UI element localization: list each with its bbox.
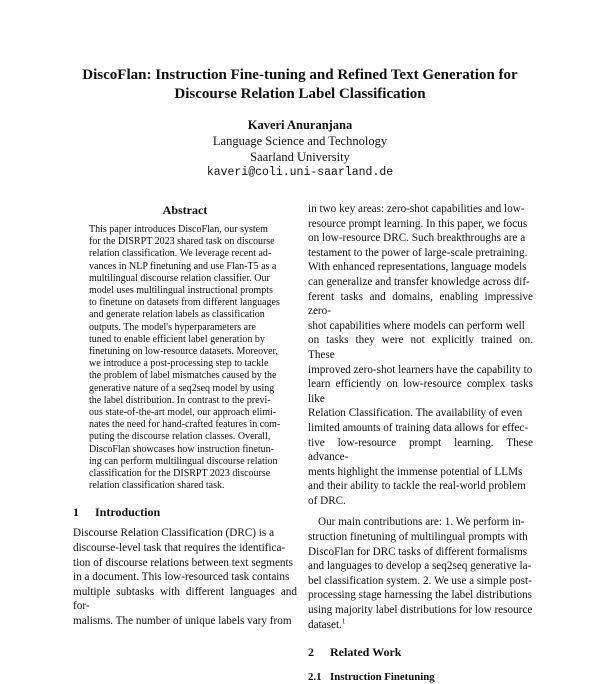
body-line: of DRC. — [308, 494, 346, 507]
body-line: testament to the power of large-scale pretraining. — [308, 246, 528, 259]
abstract-line: puting the discourse relation classes. Overall, — [89, 431, 271, 443]
abstract-line: and generate relation labels as classification — [89, 309, 265, 321]
body-line: on low-resource DRC. Such breakthroughs are a — [308, 232, 526, 245]
body-line: learn efficiently on low-resource complex tasks like — [308, 378, 533, 405]
abstract-line: model uses multilingual instructional prompts — [89, 285, 273, 297]
abstract-line: ous state-of-the-art model, our approach elimi- — [89, 407, 277, 419]
abstract-line: relation classification. We leverage recent ad- — [89, 248, 272, 260]
paper-title — [60, 66, 540, 104]
body-line: ferent tasks and domains, enabling impressive zero- — [308, 290, 533, 318]
abstract-body — [89, 224, 283, 492]
author-email: kaveri@coli.uni-saarland.de — [206, 166, 394, 179]
abstract-line: to finetune on datasets from different languages — [89, 297, 280, 309]
body-line: tive low-resource prompt learning. These advance- — [308, 436, 533, 464]
body-line: DiscoFlan for DRC tasks of different formalisms — [308, 545, 528, 558]
title-line-1: DiscoFlan: Instruction Fine-tuning and Refined Text Generation for — [82, 67, 518, 83]
body-line: and languages to develop a seq2seq generative la- — [308, 560, 532, 573]
left-column — [73, 202, 297, 629]
intro-line: tion of discourse relations between text segments — [73, 556, 293, 569]
body-line: shot capabilities where models can perform well — [308, 319, 525, 332]
title-line-2: Discourse Relation Label Classification — [174, 86, 426, 102]
body-line: improved zero-shot learners have the capability to — [308, 363, 533, 376]
body-line: With enhanced representations, language models — [308, 261, 527, 274]
body-line: processing stage harnessing the label distributions — [308, 589, 533, 602]
right-column — [308, 202, 533, 684]
body-line: in two key areas: zero-shot capabilities and low- — [308, 203, 525, 215]
abstract-line: for the DISRPT 2023 shared task on discourse — [89, 236, 275, 248]
intro-line: in a document. This low-resourced task contains — [73, 571, 290, 584]
abstract-line: generative nature of a seq2seq model by using — [89, 382, 275, 394]
subsection-number: 2.1 — [308, 671, 322, 684]
body-line: and their ability to tackle the real-world problem — [308, 480, 526, 493]
abstract-line: relation classification shared task. — [89, 480, 225, 492]
body-line: can generalize and transfer knowledge across dif- — [308, 275, 530, 288]
right-paragraph-1 — [308, 202, 533, 508]
author-affiliation-dept: Language Science and Technology — [212, 134, 388, 148]
abstract-line: we introduce a post-processing step to tackle — [89, 358, 269, 370]
abstract-line: the problem of label mismatches caused by the — [89, 370, 277, 382]
body-line: resource prompt learning. In this paper, we focus — [308, 217, 528, 230]
body-line: struction finetuning of multilingual prompts with — [308, 531, 528, 544]
section-title: Related Work — [330, 645, 402, 660]
section-title: Introduction — [95, 505, 161, 520]
intro-line: Discourse Relation Classification (DRC) is a — [73, 527, 275, 540]
subsection-title: Instruction Finetuning — [330, 671, 435, 684]
abstract-line: classification for the DISRPT 2023 discourse — [89, 468, 271, 480]
right-paragraph-2 — [308, 515, 533, 632]
body-line: bel classification system. 2. We use a simple post- — [308, 574, 532, 587]
body-line — [308, 618, 533, 633]
intro-line: multiple subtasks with different languages and for- — [73, 585, 297, 613]
body-line: ments highlight the immense potential of LLMs — [308, 465, 523, 478]
abstract-line: ing can perform multilingual discourse relation — [89, 455, 278, 467]
introduction-body — [73, 526, 297, 628]
section-number: 2 — [308, 645, 314, 660]
body-line: limited amounts of training data allows for effec- — [308, 421, 529, 434]
abstract-line: This paper introduces DiscoFlan, our system — [89, 224, 268, 235]
body-line-text: dataset. — [308, 618, 342, 631]
abstract-line: finetuning on low-resource datasets. Moreover, — [89, 346, 278, 358]
footnote-marker: 1 — [341, 616, 346, 625]
abstract-line: nates the need for hand-crafted features in com- — [89, 419, 281, 431]
abstract-line: outputs. The model's hyperparameters are — [89, 321, 256, 333]
section-heading-introduction — [73, 504, 297, 520]
author-block — [150, 117, 450, 181]
author-affiliation-university: Saarland University — [250, 150, 350, 164]
subsection-heading-instruction-finetuning — [308, 670, 533, 684]
section-heading-related-work — [308, 644, 533, 660]
body-line: Our main contributions are: 1. We perform in- — [318, 516, 525, 529]
body-line: Relation Classification. The availability of even — [308, 407, 523, 420]
abstract-line: tuned to enable efficient label generation by — [89, 333, 265, 345]
abstract-line: multilingual discourse relation classifier. Our — [89, 272, 270, 284]
author-name: Kaveri Anuranjana — [247, 118, 353, 132]
intro-line: discourse-level task that requires the identifica- — [73, 542, 286, 555]
abstract-line: the label distribution. In contrast to the previ- — [89, 394, 271, 406]
body-line: on tasks they were not explicitly trained on. These — [308, 334, 533, 361]
abstract-line: vances in NLP finetuning and use Flan-T5 as a — [89, 260, 277, 272]
abstract-heading: Abstract — [162, 203, 208, 217]
abstract-line: DiscoFlan showcases how instruction finetun- — [89, 443, 274, 455]
body-line: using majority label distributions for low resource — [308, 604, 533, 617]
intro-line: malisms. The number of unique labels vary from — [73, 615, 292, 628]
section-number: 1 — [73, 505, 79, 520]
